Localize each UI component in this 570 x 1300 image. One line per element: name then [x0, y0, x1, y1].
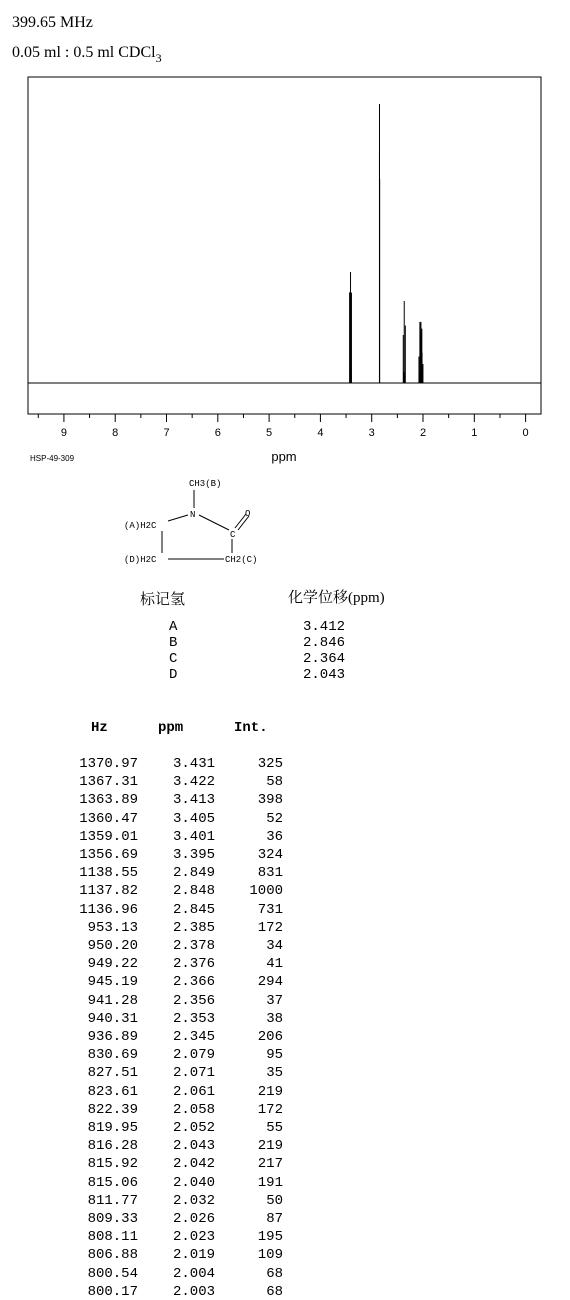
- x-tick-label: 2: [419, 427, 427, 439]
- peak-hz: 815.92: [87, 1156, 138, 1173]
- peak-hz: 953.13: [87, 919, 138, 936]
- peak-hz: 815.06: [87, 1174, 138, 1191]
- peak-ppm: 2.058: [172, 1101, 215, 1118]
- peak-ppm: 2.845: [172, 901, 215, 918]
- peak-hz: 1136.96: [79, 901, 138, 918]
- peak-ppm: 2.052: [172, 1120, 215, 1136]
- peak-intensity: 206: [257, 1029, 283, 1045]
- structure-bonds: [162, 490, 249, 559]
- peak-hz: 940.31: [87, 1010, 138, 1027]
- peak-hz: 950.20: [87, 938, 138, 954]
- peak-intensity: 172: [257, 1101, 283, 1118]
- peak-ppm: 2.003: [172, 1283, 215, 1300]
- x-tick-label: 8: [112, 427, 119, 439]
- peak-hz: 945.19: [87, 974, 138, 991]
- peak-intensity: 55: [266, 1120, 283, 1136]
- peak-ppm: 2.043: [172, 1138, 215, 1155]
- peak-intensity: 95: [266, 1047, 283, 1064]
- peak-intensity: 325: [257, 756, 283, 772]
- peak-ppm: 2.019: [172, 1247, 215, 1264]
- peak-ppm: 2.026: [172, 1211, 215, 1227]
- assignment-label: C: [169, 651, 178, 667]
- assignment-shift: 3.412: [303, 619, 346, 635]
- peak-intensity: 172: [257, 919, 283, 936]
- assignment-label: B: [169, 635, 178, 651]
- peak-intensity: 294: [257, 974, 283, 991]
- structure-label-ch2a: (A)H2C: [124, 521, 157, 531]
- x-tick-label: 0: [522, 427, 529, 439]
- assignment-shift: 2.846: [303, 635, 346, 651]
- peak-ppm: 2.023: [172, 1229, 215, 1246]
- assignment-header-label: 标记氢: [140, 592, 186, 608]
- peak-intensity: 195: [257, 1229, 283, 1246]
- peak-intensity: 324: [257, 847, 283, 863]
- peak-intensity: 50: [266, 1192, 283, 1209]
- peak-ppm: 3.413: [172, 792, 215, 809]
- peak-ppm: 2.071: [172, 1065, 215, 1082]
- peak-intensity: 35: [266, 1065, 283, 1082]
- peak-ppm: 2.353: [172, 1010, 215, 1027]
- peak-intensity: 58: [266, 774, 283, 791]
- structure-label-ch2d: (D)H2C: [124, 555, 157, 565]
- peak-intensity: 831: [257, 865, 283, 882]
- peak-ppm: 2.061: [172, 1083, 215, 1100]
- peak-ppm: 2.079: [172, 1047, 215, 1064]
- x-tick-label: 5: [266, 427, 273, 439]
- peak-hz: 811.77: [87, 1192, 138, 1209]
- peak-ppm: 3.395: [172, 847, 215, 863]
- bond-n-c: [199, 515, 229, 530]
- peak-hz: 800.54: [87, 1265, 138, 1282]
- bond-n-ch2a: [168, 515, 188, 521]
- x-tick-label: 3: [368, 427, 375, 439]
- peak-hz: 1137.82: [79, 883, 138, 900]
- peak-hz: 1367.31: [79, 774, 138, 791]
- x-axis-label: ppm: [271, 449, 297, 464]
- peak-hz: 830.69: [87, 1047, 138, 1064]
- peak-intensity: 1000: [249, 883, 283, 900]
- x-tick-label: 7: [163, 427, 170, 439]
- peak-hz: 1363.89: [79, 792, 138, 809]
- spectrometer-frequency: 399.65 MHz: [12, 14, 93, 31]
- assignment-shift: 2.043: [303, 667, 346, 683]
- peak-ppm: 3.405: [172, 810, 215, 827]
- peak-hz: 823.61: [87, 1083, 138, 1100]
- peak-ppm: 2.040: [172, 1174, 215, 1191]
- peak-intensity: 36: [266, 828, 283, 845]
- peak-hz: 827.51: [87, 1065, 138, 1082]
- peak-hz: 1360.47: [79, 810, 138, 827]
- peak-intensity: 731: [257, 901, 283, 918]
- structure-label-n: N: [190, 510, 196, 520]
- spectrum-code: HSP-49-309: [30, 454, 75, 463]
- peak-ppm: 3.431: [172, 756, 215, 772]
- peak-intensity: 219: [257, 1138, 283, 1155]
- peak-intensity: 68: [266, 1283, 283, 1300]
- peak-hz: 1356.69: [79, 847, 138, 863]
- peak-header-ppm: ppm: [158, 720, 184, 736]
- peak-hz: 949.22: [87, 956, 138, 973]
- molecule-structure: [0, 0, 570, 570]
- x-tick-label: 6: [214, 427, 221, 439]
- structure-label-ch2c: CH2(C): [225, 555, 258, 565]
- solvent-text: 0.05 ml : 0.5 ml CDCl: [12, 44, 156, 61]
- bond-c-o-1: [235, 514, 246, 528]
- peak-hz: 1138.55: [79, 865, 138, 882]
- peak-intensity: 37: [266, 992, 283, 1009]
- assignment-header-shift: 化学位移(ppm): [288, 590, 385, 606]
- peak-intensity: 191: [257, 1174, 283, 1191]
- peak-hz: 1370.97: [79, 756, 138, 772]
- structure-label-ch3: CH3(B): [189, 479, 222, 489]
- peak-hz: 808.11: [87, 1229, 138, 1246]
- peak-ppm: 2.004: [172, 1265, 215, 1282]
- assignment-label: D: [169, 667, 178, 683]
- assignment-shift: 2.364: [303, 651, 346, 667]
- peak-header-int: Int.: [234, 720, 268, 736]
- peak-intensity: 109: [257, 1247, 283, 1264]
- peak-ppm: 3.401: [172, 828, 215, 845]
- peak-intensity: 34: [266, 938, 283, 954]
- x-tick-label: 9: [60, 427, 67, 439]
- peak-hz: 1359.01: [79, 828, 138, 845]
- peak-ppm: 2.032: [172, 1192, 215, 1209]
- peak-intensity: 87: [266, 1211, 283, 1227]
- peak-ppm: 2.366: [172, 974, 215, 991]
- peak-header-hz: Hz: [91, 720, 108, 736]
- peak-ppm: 2.378: [172, 938, 215, 954]
- peak-hz: 806.88: [87, 1247, 138, 1264]
- peak-hz: 941.28: [87, 992, 138, 1009]
- peak-intensity: 41: [266, 956, 283, 973]
- peak-intensity: 398: [257, 792, 283, 809]
- peak-intensity: 52: [266, 810, 283, 827]
- peak-intensity: 217: [257, 1156, 283, 1173]
- peak-intensity: 68: [266, 1265, 283, 1282]
- structure-label-c: C: [230, 530, 236, 540]
- bond-c-o-2: [238, 516, 249, 530]
- peak-ppm: 3.422: [172, 774, 215, 791]
- peak-ppm: 2.356: [172, 992, 215, 1009]
- peak-ppm: 2.345: [172, 1029, 215, 1045]
- x-tick-label: 4: [317, 427, 324, 439]
- peak-intensity: 38: [266, 1010, 283, 1027]
- solvent-subscript: 3: [155, 51, 162, 65]
- structure-label-o: O: [245, 509, 251, 519]
- peak-hz: 936.89: [87, 1029, 138, 1045]
- peak-hz: 816.28: [87, 1138, 138, 1155]
- peak-hz: 809.33: [87, 1211, 138, 1227]
- peak-hz: 822.39: [87, 1101, 138, 1118]
- assignment-label: A: [169, 619, 178, 635]
- peak-ppm: 2.376: [172, 956, 215, 973]
- peak-ppm: 2.849: [172, 865, 215, 882]
- peak-hz: 800.17: [87, 1283, 138, 1300]
- peak-hz: 819.95: [87, 1120, 138, 1136]
- peak-ppm: 2.848: [172, 883, 215, 900]
- peak-intensity: 219: [257, 1083, 283, 1100]
- peak-ppm: 2.385: [172, 919, 215, 936]
- x-tick-label: 1: [471, 427, 478, 439]
- peak-ppm: 2.042: [172, 1156, 215, 1173]
